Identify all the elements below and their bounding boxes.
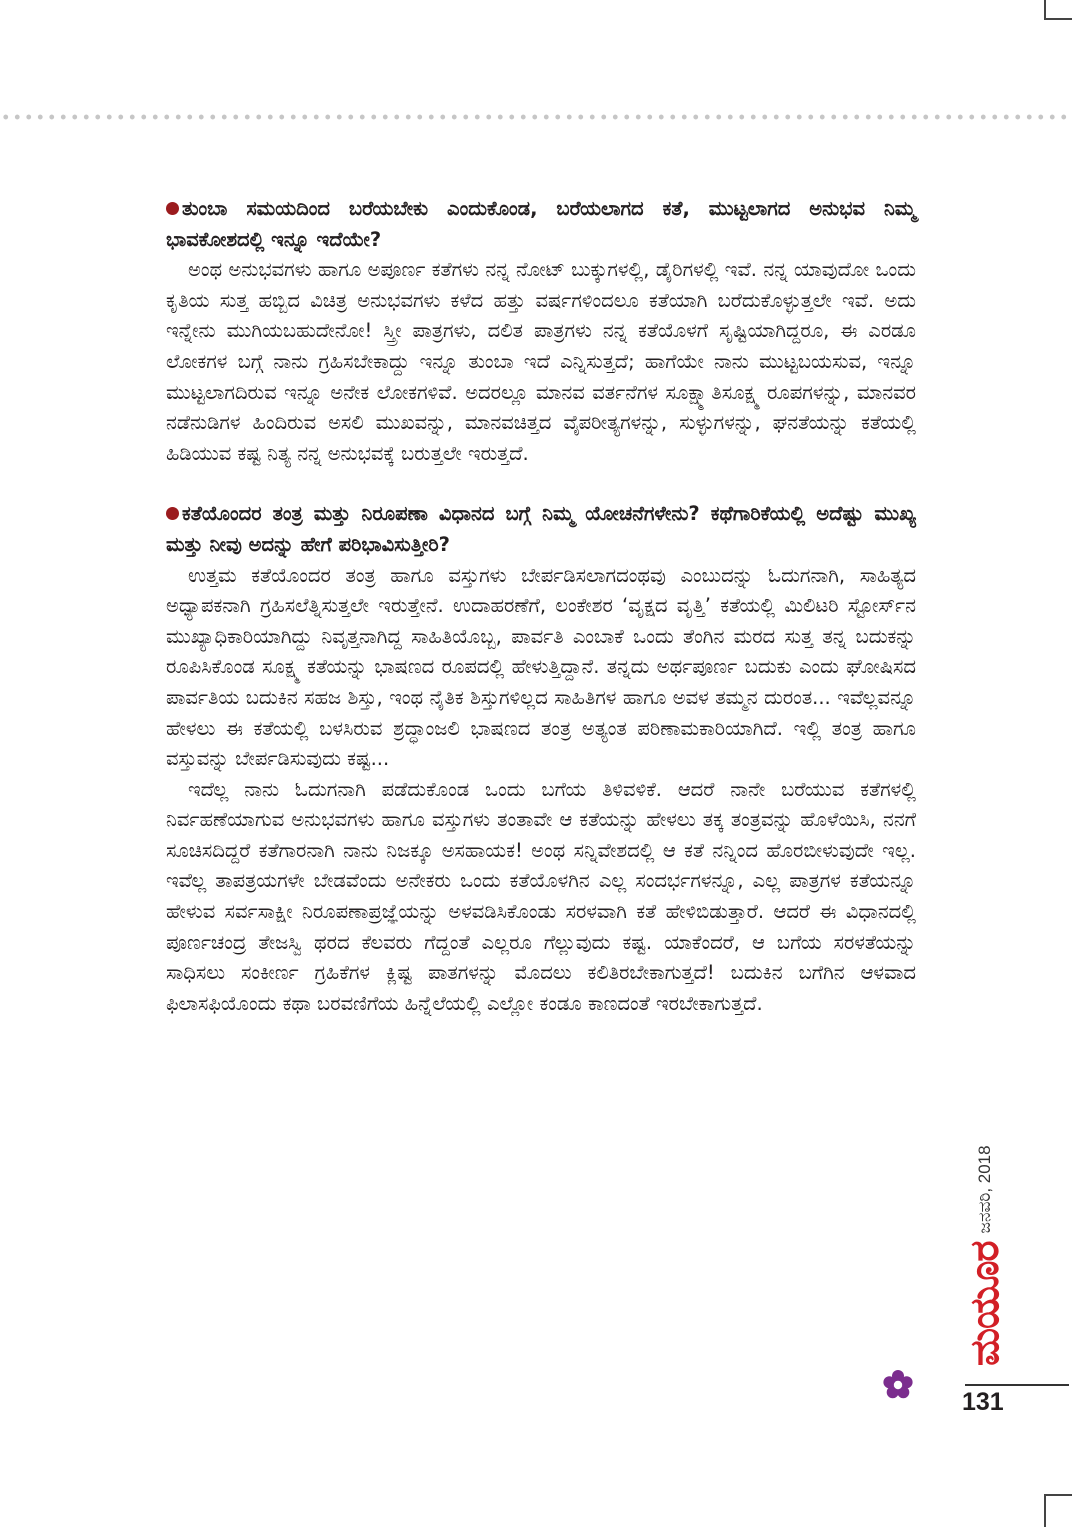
crop-mark-bottom: [1044, 1494, 1072, 1527]
question-1-text: ತುಂಬಾ ಸಮಯದಿಂದ ಬರೆಯಬೇಕು ಎಂದುಕೊಂಡ, ಬರೆಯಲಾಗದ ಕತೆ, ಮುಟ್ಟಲಾಗದ ಅನುಭವ ನಿಮ್ಮ ಭಾವಕೋಶದಲ್ಲಿ ಇನ್ನೂ ಇದೆಯೇ?: [166, 197, 916, 251]
question-2-text: ಕತೆಯೊಂದರ ತಂತ್ರ ಮತ್ತು ನಿರೂಪಣಾ ವಿಧಾನದ ಬಗ್ಗೆ ನಿಮ್ಮ ಯೋಚನೆಗಳೇನು? ಕಥೆಗಾರಿಕೆಯಲ್ಲಿ ಅದೆಷ್ಟು ಮುಖ್ಯ ಮತ್ತು ನೀವು ಅದನ್ನು ಹೇಗೆ ಪರಿಭಾವಿಸುತ್ತೀರಿ?: [166, 502, 916, 556]
issue-date: ಜನವರಿ, 2018: [975, 1145, 994, 1234]
answer-2: ಉತ್ತಮ ಕತೆಯೊಂದರ ತಂತ್ರ ಹಾಗೂ ವಸ್ತುಗಳು ಬೇರ್ಪಡಿಸಲಾಗದಂಥವು ಎಂಬುದನ್ನು ಓದುಗನಾಗಿ, ಸಾಹಿತ್ಯದ ಅಧ್ಯಾಪಕನಾಗಿ ಗ್ರಹಿಸಲೆತ್ನಿಸುತ್ತಲೇ ಇರುತ್ತೇನೆ. ಉದಾಹರಣೆಗೆ, ಲಂಕೇಶರ ‘ವೃಕ್ಷದ ವೃತ್ತಿ’ ಕತೆಯಲ್ಲಿ ಮಿಲಿಟರಿ ಸ್ಟೋರ್ಸ್‌ನ ಮುಖ್ಯಾಧಿಕಾರಿಯಾಗಿದ್ದು ನಿವೃತ್ತನಾಗಿದ್ದ ಸಾಹಿತಿಯೊಬ್ಬ, ಪಾರ್ವತಿ ಎಂಬಾಕೆ ಒಂದು ತೆಂಗಿನ ಮರದ ಸುತ್ತ ತನ್ನ ಬದುಕನ್ನು ರೂಪಿಸಿಕೊಂಡ ಸೂಕ್ಷ್ಮ ಕತೆಯನ್ನು ಭಾಷಣದ ರೂಪದಲ್ಲಿ ಹೇಳುತ್ತಿದ್ದಾನೆ. ತನ್ನದು ಅರ್ಥಪೂರ್ಣ ಬದುಕು ಎಂದು ಘೋಷಿಸದ ಪಾರ್ವತಿಯ ಬದುಕಿನ ಸಹಜ ಶಿಸ್ತು, ಇಂಥ ನೈತಿಕ ಶಿಸ್ತುಗಳಿಲ್ಲದ ಸಾಹಿತಿಗಳ ಹಾಗೂ ಅವಳ ತಮ್ಮನ ದುರಂತ... ಇವೆಲ್ಲವನ್ನೂ ಹೇಳಲು ಈ ಕತೆಯಲ್ಲಿ ಬಳಸಿರುವ ಶ್ರದ್ಧಾಂಜಲಿ ಭಾಷಣದ ತಂತ್ರ ಅತ್ಯಂತ ಪರಿಣಾಮಕಾರಿಯಾಗಿದೆ. ಇಲ್ಲಿ ತಂತ್ರ ಹಾಗೂ ವಸ್ತುವನ್ನು ಬೇರ್ಪಡಿಸುವುದು ಕಷ್ಟ...: [166, 563, 916, 771]
bullet-icon: [166, 507, 179, 520]
article-body: [166, 194, 916, 1019]
page-number-rule: [965, 1384, 1069, 1386]
bullet-icon: [166, 202, 179, 215]
magazine-masthead: [962, 1145, 1008, 1366]
question-2: [166, 499, 916, 560]
crop-mark-top: [1044, 0, 1072, 20]
page-number: 131: [962, 1388, 1004, 1416]
question-1: [166, 194, 916, 255]
magazine-logo: ಮಯೂರ: [962, 1241, 1008, 1366]
flower-icon: [880, 1367, 916, 1403]
dotted-divider: [0, 113, 1072, 121]
section-gap: [166, 469, 916, 499]
answer-1: ಅಂಥ ಅನುಭವಗಳು ಹಾಗೂ ಅಪೂರ್ಣ ಕತೆಗಳು ನನ್ನ ನೋಟ್ ಬುಕ್ಕುಗಳಲ್ಲಿ, ಡೈರಿಗಳಲ್ಲಿ ಇವೆ. ನನ್ನ ಯಾವುದೋ ಒಂದು ಕೃತಿಯ ಸುತ್ತ ಹಬ್ಬಿದ ವಿಚಿತ್ರ ಅನುಭವಗಳು ಕಳೆದ ಹತ್ತು ವರ್ಷಗಳಿಂದಲೂ ಕತೆಯಾಗಿ ಬರೆದುಕೊಳ್ಳುತ್ತಲೇ ಇವೆ. ಅದು ಇನ್ನೇನು ಮುಗಿಯಬಹುದೇನೋ! ಸ್ತ್ರೀ ಪಾತ್ರಗಳು, ದಲಿತ ಪಾತ್ರಗಳು ನನ್ನ ಕತೆಯೊಳಗೆ ಸೃಷ್ಟಿಯಾಗಿದ್ದರೂ, ಈ ಎರಡೂ ಲೋಕಗಳ ಬಗ್ಗೆ ನಾನು ಗ್ರಹಿಸಬೇಕಾದ್ದು ಇನ್ನೂ ತುಂಬಾ ಇದೆ ಎನ್ನಿಸುತ್ತದೆ; ಹಾಗೆಯೇ ನಾನು ಮುಟ್ಟಬಯಸುವ, ಇನ್ನೂ ಮುಟ್ಟಲಾಗದಿರುವ ಇನ್ನೂ ಅನೇಕ ಲೋಕಗಳಿವೆ. ಅದರಲ್ಲೂ ಮಾನವ ವರ್ತನೆಗಳ ಸೂಕ್ಷ್ಮಾತಿಸೂಕ್ಷ್ಮ ರೂಪಗಳನ್ನು, ಮಾನವರ ನಡೆನುಡಿಗಳ ಹಿಂದಿರುವ ಅಸಲಿ ಮುಖವನ್ನು, ಮಾನವಚಿತ್ತದ ವೈಪರೀತ್ಯಗಳನ್ನು, ಸುಳ್ಳುಗಳನ್ನು, ಘನತೆಯನ್ನು ಕತೆಯಲ್ಲಿ ಹಿಡಿಯುವ ಕಷ್ಟ ನಿತ್ಯ ನನ್ನ ಅನುಭವಕ್ಕೆ ಬರುತ್ತಲೇ ಇರುತ್ತದೆ.: [166, 258, 916, 465]
answer-3: ಇದೆಲ್ಲ ನಾನು ಓದುಗನಾಗಿ ಪಡೆದುಕೊಂಡ ಒಂದು ಬಗೆಯ ತಿಳಿವಳಿಕೆ. ಆದರೆ ನಾನೇ ಬರೆಯುವ ಕತೆಗಳಲ್ಲಿ ನಿರ್ವಹಣೆಯಾಗುವ ಅನುಭವಗಳು ಹಾಗೂ ವಸ್ತುಗಳು ತಂತಾವೇ ಆ ಕತೆಯನ್ನು ಹೇಳಲು ತಕ್ಕ ತಂತ್ರವನ್ನು ಹೊಳೆಯಿಸಿ, ನನಗೆ ಸೂಚಿಸದಿದ್ದರೆ ಕತೆಗಾರನಾಗಿ ನಾನು ನಿಜಕ್ಕೂ ಅಸಹಾಯಕ! ಅಂಥ ಸನ್ನಿವೇಶದಲ್ಲಿ ಆ ಕತೆ ನನ್ನಿಂದ ಹೊರಬೀಳುವುದೇ ಇಲ್ಲ. ಇವೆಲ್ಲ ತಾಪತ್ರಯಗಳೇ ಬೇಡವೆಂದು ಅನೇಕರು ಒಂದು ಕತೆಯೊಳಗಿನ ಎಲ್ಲ ಸಂದರ್ಭಗಳನ್ನೂ, ಎಲ್ಲ ಪಾತ್ರಗಳ ಕತೆಯನ್ನೂ ಹೇಳುವ ಸರ್ವಸಾಕ್ಷೀ ನಿರೂಪಣಾಪ್ರಜ್ಞೆಯನ್ನು ಅಳವಡಿಸಿಕೊಂಡು ಸರಳವಾಗಿ ಕತೆ ಹೇಳಿಬಿಡುತ್ತಾರೆ. ಆದರೆ ಈ ವಿಧಾನದಲ್ಲಿ ಪೂರ್ಣಚಂದ್ರ ತೇಜಸ್ವಿ ಥರದ ಕೆಲವರು ಗೆದ್ದಂತೆ ಎಲ್ಲರೂ ಗೆಲ್ಲುವುದು ಕಷ್ಟ. ಯಾಕೆಂದರೆ, ಆ ಬಗೆಯ ಸರಳತೆಯನ್ನು ಸಾಧಿಸಲು ಸಂಕೀರ್ಣ ಗ್ರಹಿಕೆಗಳ ಕ್ಲಿಷ್ಟ ಪಾತಗಳನ್ನು ಮೊದಲು ಕಲಿತಿರಬೇಕಾಗುತ್ತದೆ! ಬದುಕಿನ ಬಗೆಗಿನ ಆಳವಾದ ಫಿಲಾಸಫಿಯೊಂದು ಕಥಾ ಬರವಣಿಗೆಯ ಹಿನ್ನೆಲೆಯಲ್ಲಿ ಎಲ್ಲೋ ಕಂಡೂ ಕಾಣದಂತೆ ಇರಬೇಕಾಗುತ್ತದೆ.: [166, 777, 916, 1015]
